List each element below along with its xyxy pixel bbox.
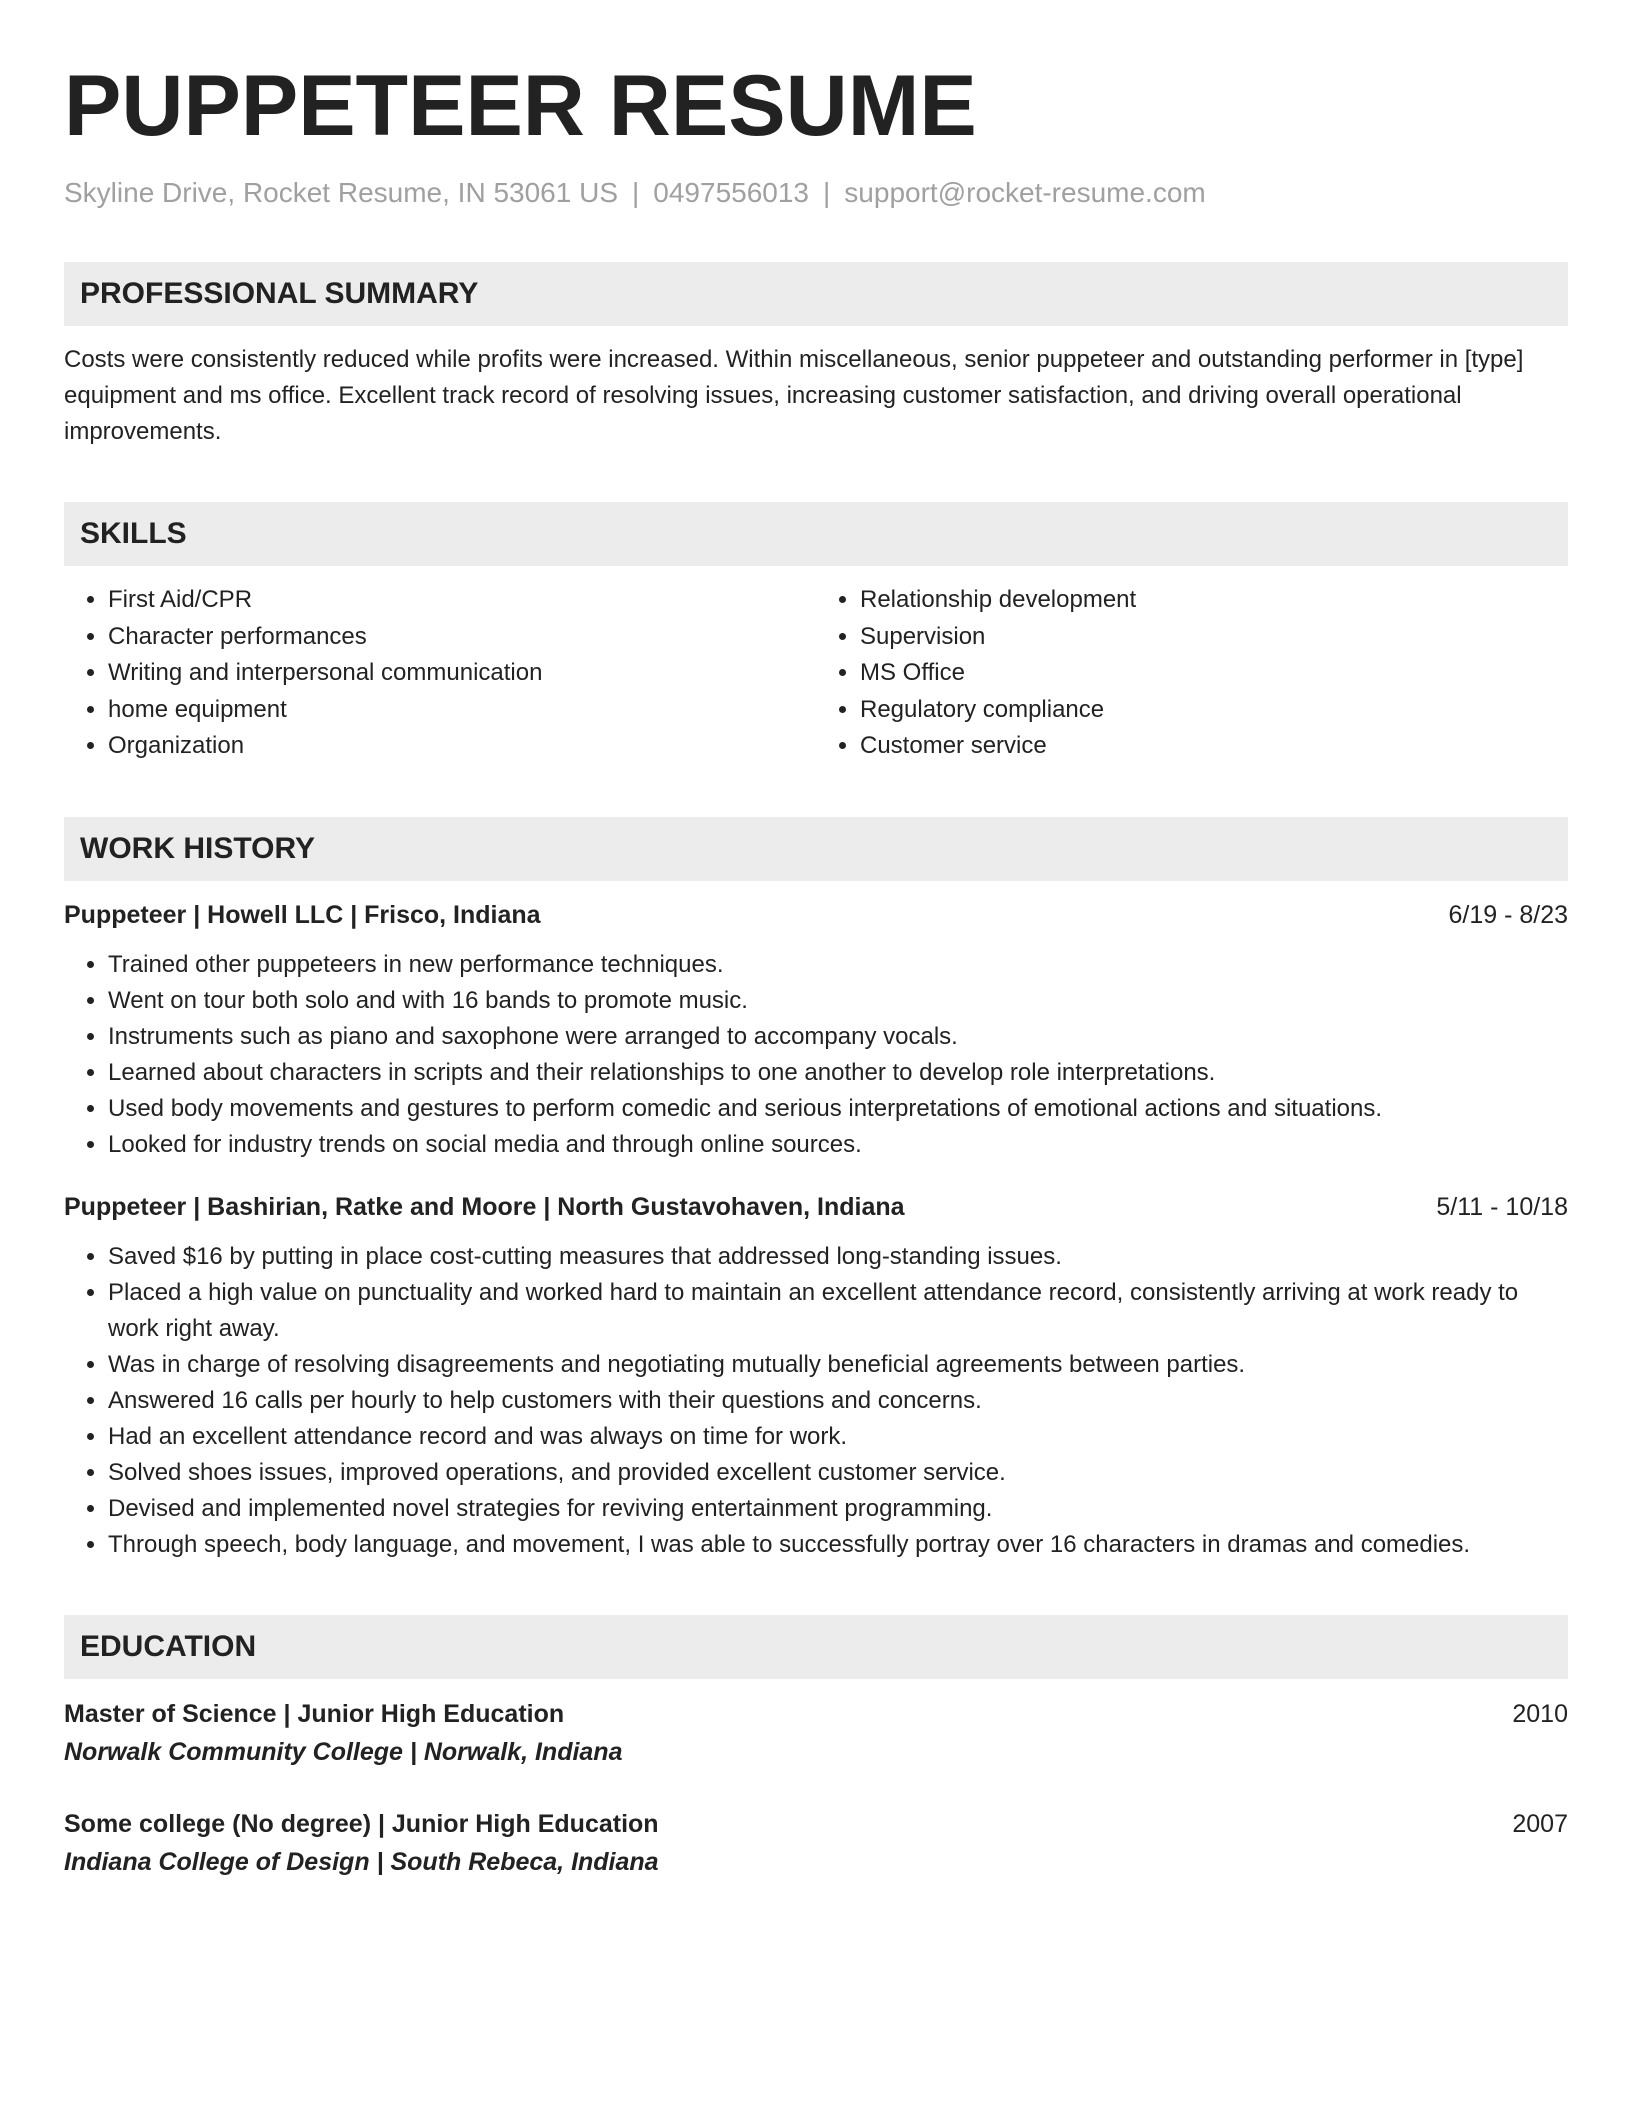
skill-item: • Relationship development: [860, 582, 1568, 619]
contact-email[interactable]: support@rocket-resume.com: [844, 177, 1206, 208]
section-heading-work-history: WORK HISTORY: [64, 817, 1568, 881]
skill-item: • Writing and interpersonal communication: [108, 655, 816, 692]
job-entry: [64, 1189, 1568, 1563]
resume-title: PUPPETEER RESUME: [64, 58, 977, 154]
job-bullet: • Was in charge of resolving disagreements and negotiating mutually beneficial agreements between parties.: [108, 1347, 1568, 1383]
skills-list: [64, 582, 1568, 765]
skill-item: • Customer service: [860, 728, 1568, 765]
job-bullet: • Placed a high value on punctuality and worked hard to maintain an excellent attendance record, consistently arriving at work ready to work right away.: [108, 1275, 1568, 1347]
contact-separator: |: [632, 177, 640, 208]
job-bullet: • Looked for industry trends on social media and through online sources.: [108, 1127, 1568, 1163]
contact-separator: |: [823, 177, 831, 208]
contact-line: [64, 176, 1568, 210]
section-heading-summary: PROFESSIONAL SUMMARY: [64, 262, 1568, 326]
contact-phone: 0497556013: [653, 177, 810, 208]
job-bullet: • Instruments such as piano and saxophone were arranged to accompany vocals.: [108, 1019, 1568, 1055]
skills-column-right: [816, 582, 1568, 765]
contact-address: Skyline Drive, Rocket Resume, IN 53061 US: [64, 177, 618, 208]
job-title: Puppeteer | Howell LLC | Frisco, Indiana: [64, 900, 541, 929]
education-degree: Master of Science | Junior High Education: [64, 1699, 565, 1728]
job-bullet: • Learned about characters in scripts and their relationships to one another to develop role interpretations.: [108, 1055, 1568, 1091]
skill-item: • Supervision: [860, 619, 1568, 656]
job-entry: [64, 897, 1568, 1163]
job-bullet: • Answered 16 calls per hourly to help customers with their questions and concerns.: [108, 1383, 1568, 1419]
summary-text: Costs were consistently reduced while profits were increased. Within miscellaneous, senior puppeteer and outstanding performer in [type] equipment and ms office. Excellent track record of resolving issues, increasing customer satisfaction, and driving overall operational improvements.: [64, 346, 1524, 445]
job-bullet: • Devised and implemented novel strategies for reviving entertainment programming.: [108, 1491, 1568, 1527]
education-degree: Some college (No degree) | Junior High Education: [64, 1809, 659, 1838]
section-heading-education: EDUCATION: [64, 1615, 1568, 1679]
skill-item: • home equipment: [108, 692, 816, 729]
education-header: [64, 1695, 1568, 1733]
education-year: 2007: [1512, 1809, 1568, 1838]
skill-item: • Regulatory compliance: [860, 692, 1568, 729]
job-bullet: • Had an excellent attendance record and was always on time for work.: [108, 1419, 1568, 1455]
job-bullet: • Saved $16 by putting in place cost-cutting measures that addressed long-standing issues.: [108, 1239, 1568, 1275]
education-school: Norwalk Community College | Norwalk, Indiana: [64, 1737, 623, 1766]
skill-item: • First Aid/CPR: [108, 582, 816, 619]
job-bullet: • Used body movements and gestures to perform comedic and serious interpretations of emotional actions and situations.: [108, 1091, 1568, 1127]
education-entry: [64, 1805, 1568, 1881]
job-header: [64, 897, 1568, 933]
job-bullets: [64, 1239, 1568, 1563]
education-school: Indiana College of Design | South Rebeca, Indiana: [64, 1847, 659, 1876]
job-title: Puppeteer | Bashirian, Ratke and Moore | North Gustavohaven, Indiana: [64, 1192, 905, 1221]
education-year: 2010: [1512, 1699, 1568, 1728]
job-header: [64, 1189, 1568, 1225]
education-header: [64, 1805, 1568, 1843]
skill-item: • Organization: [108, 728, 816, 765]
skill-item: • Character performances: [108, 619, 816, 656]
job-bullet: • Trained other puppeteers in new performance techniques.: [108, 947, 1568, 983]
job-bullet: • Through speech, body language, and movement, I was able to successfully portray over 16 characters in dramas and comedies.: [108, 1527, 1568, 1563]
skills-column-left: [64, 582, 816, 765]
job-dates: 5/11 - 10/18: [1436, 1192, 1568, 1221]
section-heading-skills: SKILLS: [64, 502, 1568, 566]
education-entry: [64, 1695, 1568, 1771]
skill-item: • MS Office: [860, 655, 1568, 692]
job-bullet: • Went on tour both solo and with 16 bands to promote music.: [108, 983, 1568, 1019]
job-dates: 6/19 - 8/23: [1448, 900, 1568, 929]
job-bullets: [64, 947, 1568, 1163]
job-bullet: • Solved shoes issues, improved operations, and provided excellent customer service.: [108, 1455, 1568, 1491]
